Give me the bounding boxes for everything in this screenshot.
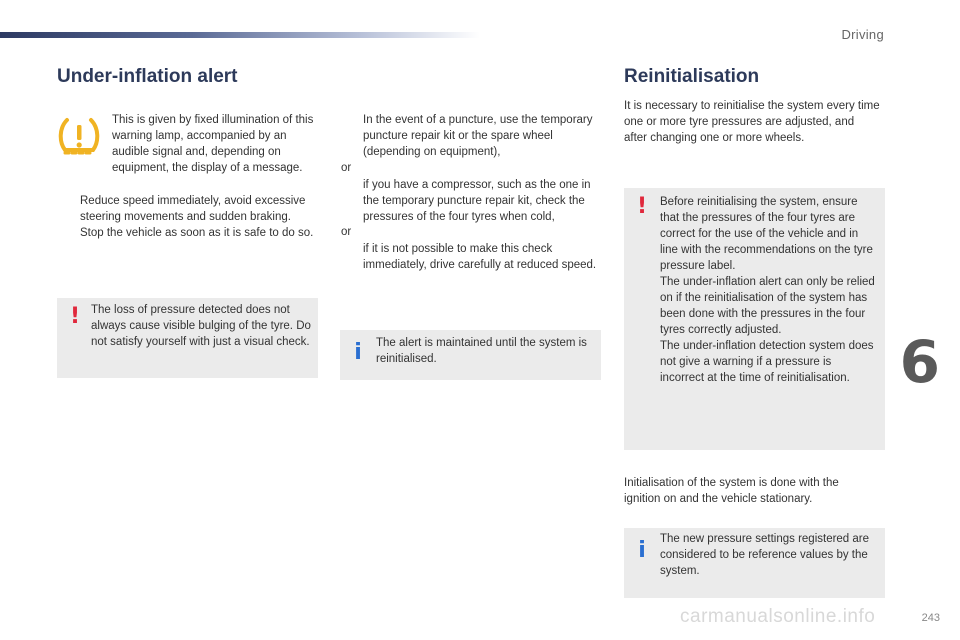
section-label: Driving — [841, 27, 884, 42]
initialisation-text: Initialisation of the system is done with the ignition on and the vehicle stationary. — [624, 477, 839, 505]
or-separator: or — [341, 162, 352, 174]
warning-note-text: The loss of pressure detected does not always cause visible bulging of the tyre. Do not satisfy yourself with just a visual check. — [91, 304, 311, 348]
middle-bullet-2 — [341, 177, 599, 225]
list-item: Stop the vehicle as soon as it is safe to do so. — [80, 227, 314, 239]
list-item: if it is not possible to make this check immediately, drive carefully at reduced speed. — [363, 243, 597, 271]
warning-icon: ! — [69, 304, 81, 329]
info-note-text: The alert is maintained until the system is reinitialised. — [376, 337, 587, 365]
page-number: 243 — [921, 612, 940, 624]
header-gradient-bar — [0, 32, 480, 38]
chapter-number: 6 — [899, 328, 940, 396]
warning-note-left — [57, 298, 318, 378]
warning-note-right — [624, 188, 885, 450]
or-separator: or — [341, 226, 352, 238]
left-bullet-list — [58, 193, 320, 241]
middle-bullet-3 — [341, 241, 599, 273]
warning-note-text: Before reinitialising the system, ensure that the pressures of the four tyres are correct for the use of the vehicle and in line with the recommendations on the tyre pressure label. The under-inflation alert can only be relied on if the reinitialisation of the system has been done with the pressures in the four tyres correctly adjusted. The under-inflation detection system does not give a warning if a pressure is incorrect at the time of reinitialisation. — [660, 196, 875, 384]
info-icon: i — [354, 340, 362, 365]
list-item: if you have a compressor, such as the one in the temporary puncture repair kit, check the pressures of the four tyres when cold, — [363, 179, 591, 223]
middle-bullet-1 — [341, 112, 599, 160]
reinitialisation-intro: It is necessary to reinitialise the system every time one or more tyre pressures are adjusted, and after changing one or more wheels. — [624, 100, 880, 144]
info-note-text: The new pressure settings registered are considered to be reference values by the system. — [660, 533, 870, 577]
info-note-middle — [340, 330, 601, 380]
warning-icon: ! — [636, 194, 648, 219]
watermark: carmanualsonline.info — [680, 606, 876, 627]
tyre-pressure-warning-icon — [57, 116, 101, 156]
list-item: In the event of a puncture, use the temporary puncture repair kit or the spare wheel (depending on equipment), — [363, 114, 593, 158]
list-item: Reduce speed immediately, avoid excessive steering movements and sudden braking. — [80, 195, 306, 223]
reinitialisation-title: Reinitialisation — [624, 66, 760, 87]
lamp-description: This is given by fixed illumination of this warning lamp, accompanied by an audible signal and, depending on equipment, the display of a message. — [112, 114, 314, 174]
info-note-right — [624, 528, 885, 598]
under-inflation-title: Under-inflation alert — [57, 66, 238, 87]
info-icon: i — [638, 538, 646, 563]
